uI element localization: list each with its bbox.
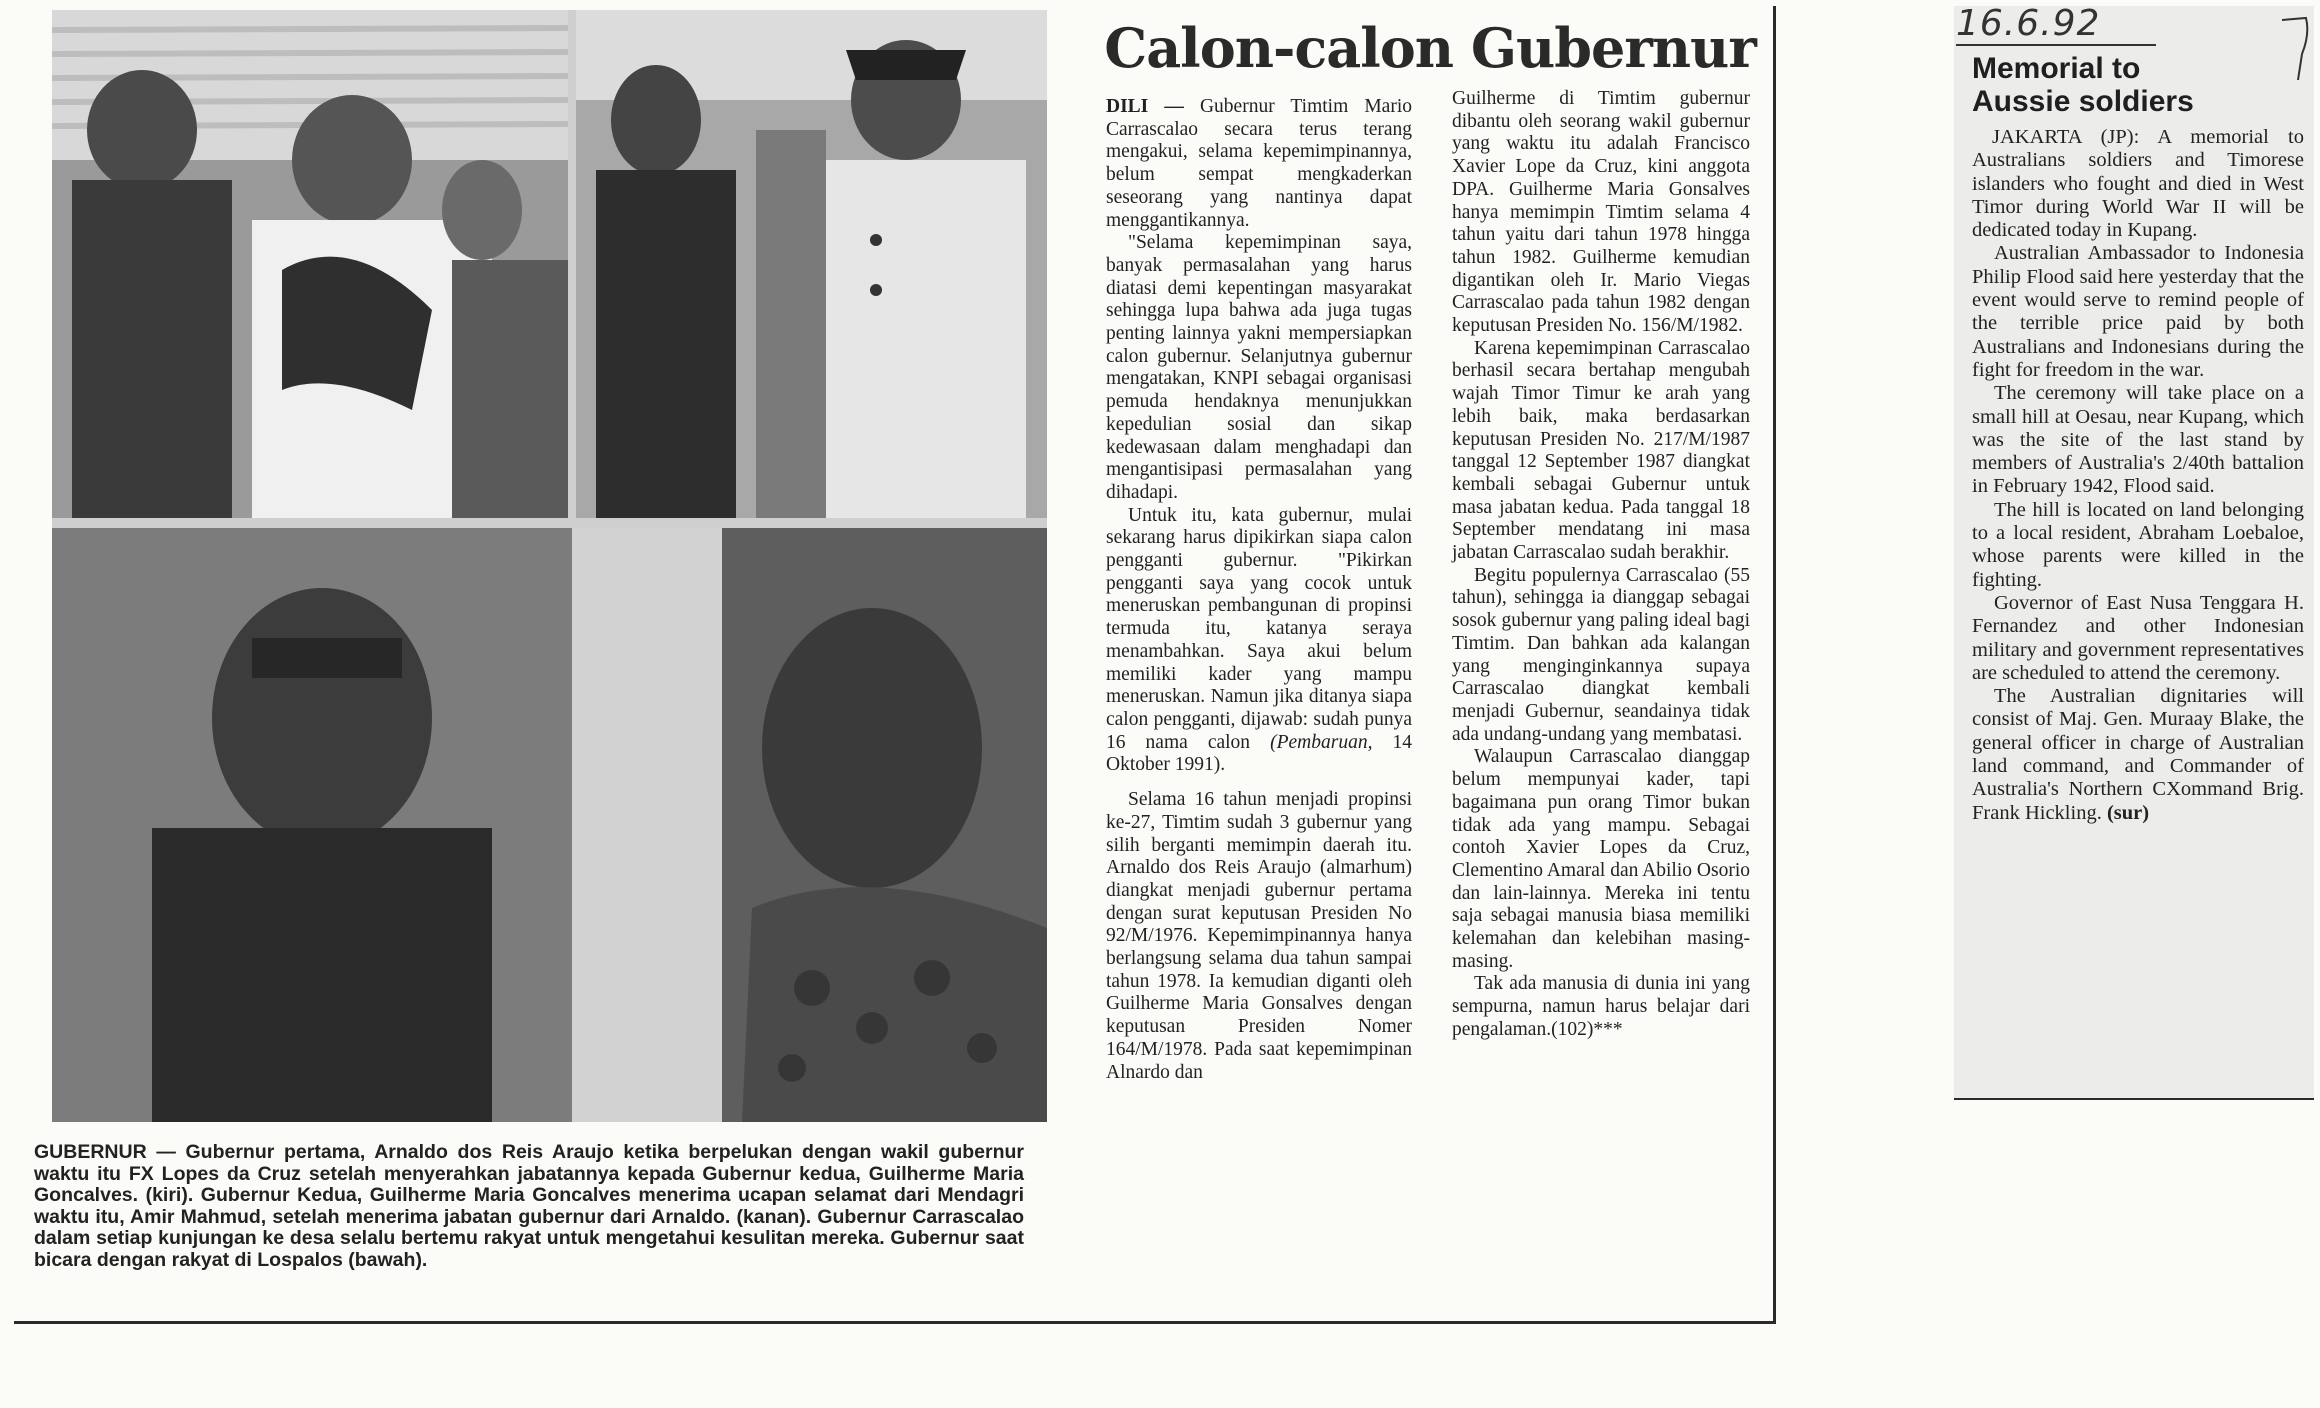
column2-paragraph-2: Karena kepemimpinan Carrascalao berhasil secara bertahap mengubah wajah Timor Timur ke arah yang lebih baik, maka berdasarkan keputusan Presiden No. 217/M/1987 tanggal 12 September 1987 diangkat kembali sebagai Gubernur untuk masa jabatan kedua. Pada tanggal 18 September mendatang ini masa jabatan Carrascalao sudah berakhir. — [1452, 337, 1750, 564]
column1-paragraph-2: "Selama kepemimpinan saya, banyak permasalahan yang harus diatasi demi kepentingan masyarakat sehingga lupa bahwa ada juga tugas penting lainnya yakni mempersiapkan calon gubernur. Selanjutnya gubernur mengatakan, KNPI sebagai organisasi pemuda hendaknya menunjukkan kepedulian sosial dan sikap kedewasaan dalam menghadapi dan mengantisipasi permasalahan yang dihadapi. — [1106, 232, 1412, 503]
column1-paragraph-4: Selama 16 tahun menjadi propinsi ke-27, Timtim sudah 3 gubernur yang silih berganti memimpin daerah itu. Arnaldo dos Reis Araujo (almarhum) diangkat menjadi gubernur pertama dengan surat keputusan Presiden No 92/M/1976. Kepemimpinannya hanya berlangsung selama dua tahun sampai tahun 1978. Ia kemudian diganti oleh Guilherme Maria Gonsalves dengan keputusan Presiden Nomer 164/M/1978. Pada saat kepemimpinan Alnardo dan — [1106, 789, 1412, 1083]
side-signoff: (sur) — [2106, 801, 2150, 824]
source-date: 14 Oktober 1991). — [1106, 731, 1412, 776]
side-dateline: JAKARTA (JP): — [1992, 126, 2140, 148]
side-paragraph-5: Governor of East Nusa Tenggara H. Fernandez and other Indonesian military and government representatives are scheduled to attend the ceremony. — [1972, 591, 2304, 684]
photo-governor-embrace — [52, 10, 568, 518]
photo-collage — [52, 10, 1047, 1122]
column1-paragraph-3 — [1106, 505, 1412, 777]
article-column-1 — [1106, 96, 1412, 1084]
column1-paragraph-1 — [1106, 96, 1412, 232]
handwritten-date: 16.6.92 — [1956, 4, 2156, 46]
column2-paragraph-1: Guilherme di Timtim gubernur dibantu oleh seorang wakil gubernur yang waktu itu adalah Francisco Xavier Lope da Cruz, kini anggota DPA. Guilherme Maria Gonsalves hanya memimpin Timtim selama 4 tahun yaitu dari tahun 1978 hingga tahun 1982. Guilherme kemudian digantikan oleh Ir. Mario Viegas Carrascalao pada tahun 1982 dengan keputusan Presiden No. 156/M/1982. — [1452, 88, 1750, 337]
side-paragraph-2: Australian Ambassador to Indonesia Philip Flood said here yesterday that the event would serve to remind people of the terrible price paid by both Australians and Indonesians during the fight for freedom in the war. — [1972, 242, 2304, 381]
side-headline-line-1: Memorial to — [1972, 52, 2141, 85]
column2-paragraph-5: Tak ada manusia di dunia ini yang sempurna, namun harus belajar dari pengalaman.(102)*** — [1452, 973, 1750, 1040]
column2-paragraph-4: Walaupun Carrascalao dianggap belum mempunyai kader, tapi bagaimana pun orang Timor bukan tidak ada yang mampu. Sebagai contoh Xavier Lopes da Cruz, Clementino Amaral dan Abilio Osorio dan lain-lainnya. Mereka ini tentu saja sebagai manusia biasa memiliki kelemahan dan kelebihan masing-masing. — [1452, 746, 1750, 972]
side-headline — [1972, 52, 2312, 118]
side-p6-text: The Australian dignitaries will consist of Maj. Gen. Muraay Blake, the general officer in charge of Australian land command, and Commander of Australia's Northern CXommand Brig. Frank Hickling. — [1972, 685, 2304, 824]
side-paragraph-6 — [1972, 685, 2304, 825]
main-dateline: DILI — — [1106, 96, 1184, 117]
side-paragraph-4: The hill is located on land belonging to a local resident, Abraham Loebaloe, whose parents were killed in the fighting. — [1972, 498, 2304, 591]
side-paragraph-3: The ceremony will take place on a small hill at Oesau, near Kupang, which was the site of the last stand by members of Australia's 2/40th battalion in February 1942, Flood said. — [1972, 382, 2304, 498]
column2-paragraph-3: Begitu populernya Carrascalao (55 tahun), sehingga ia dianggap sebagai sosok gubernur yang paling ideal bagi Timtim. Dan bahkan ada kalangan yang menginginkannya supaya Carrascalao diangkat kembali menjadi Gubernur, seandainya tidak ada undang-undang yang membatasi. — [1452, 564, 1750, 745]
side-headline-line-2: Aussie soldiers — [1972, 85, 2194, 118]
photo-caption: GUBERNUR — Gubernur pertama, Arnaldo dos Reis Araujo ketika berpelukan dengan wakil gubernur waktu itu FX Lopes da Cruz setelah menyerahkan jabatannya kepada Gubernur kedua, Guilherme Maria Goncalves. (kiri). Gubernur Kedua, Guilherme Maria Goncalves menerima ucapan selamat dari Mendagri waktu itu, Amir Mahmud, setelah menerima jabatan gubernur dari Arnaldo. (kanan). Gubernur Carrascalao dalam setiap kunjungan ke desa selalu bertemu rakyat untuk mengetahui kesulitan mereka. Gubernur saat bicara dengan rakyat di Lospalos (bawah). — [34, 1141, 1024, 1271]
photo-lospalos-visit — [52, 528, 1047, 1122]
photo-congratulation — [576, 10, 1047, 518]
main-headline: Calon-calon Gubernur — [1104, 16, 1756, 80]
side-paragraph-1 — [1972, 126, 2304, 242]
column1-p3-text: Untuk itu, kata gubernur, mulai sekarang harus dipikirkan siapa calon pengganti gubernur. "Pikirkan pengganti saya yang cocok untuk meneruskan pembangunan di propinsi termuda itu, katanya seraya menambahkan. Saya akui belum memiliki kader yang mampu meneruskan. Namun jika ditanya siapa calon pengganti, dijawab: sudah punya 16 nama calon — [1106, 504, 1412, 753]
article-column-2 — [1452, 88, 1750, 1042]
source-citation: (Pembaruan, — [1270, 731, 1373, 753]
side-p1-text: A memorial to Australians soldiers and Timorese islanders who fought and died in West Timor during World War II will be dedicated today in Kupang. — [1972, 126, 2304, 242]
side-article-body — [1972, 126, 2304, 825]
column1-p1-text: Gubernur Timtim Mario Carrascalao secara terus terang mengakui, selama kepemimpinannya, belum sempat mengkaderkan seseorang yang nantinya dapat menggantikannya. — [1106, 96, 1412, 231]
